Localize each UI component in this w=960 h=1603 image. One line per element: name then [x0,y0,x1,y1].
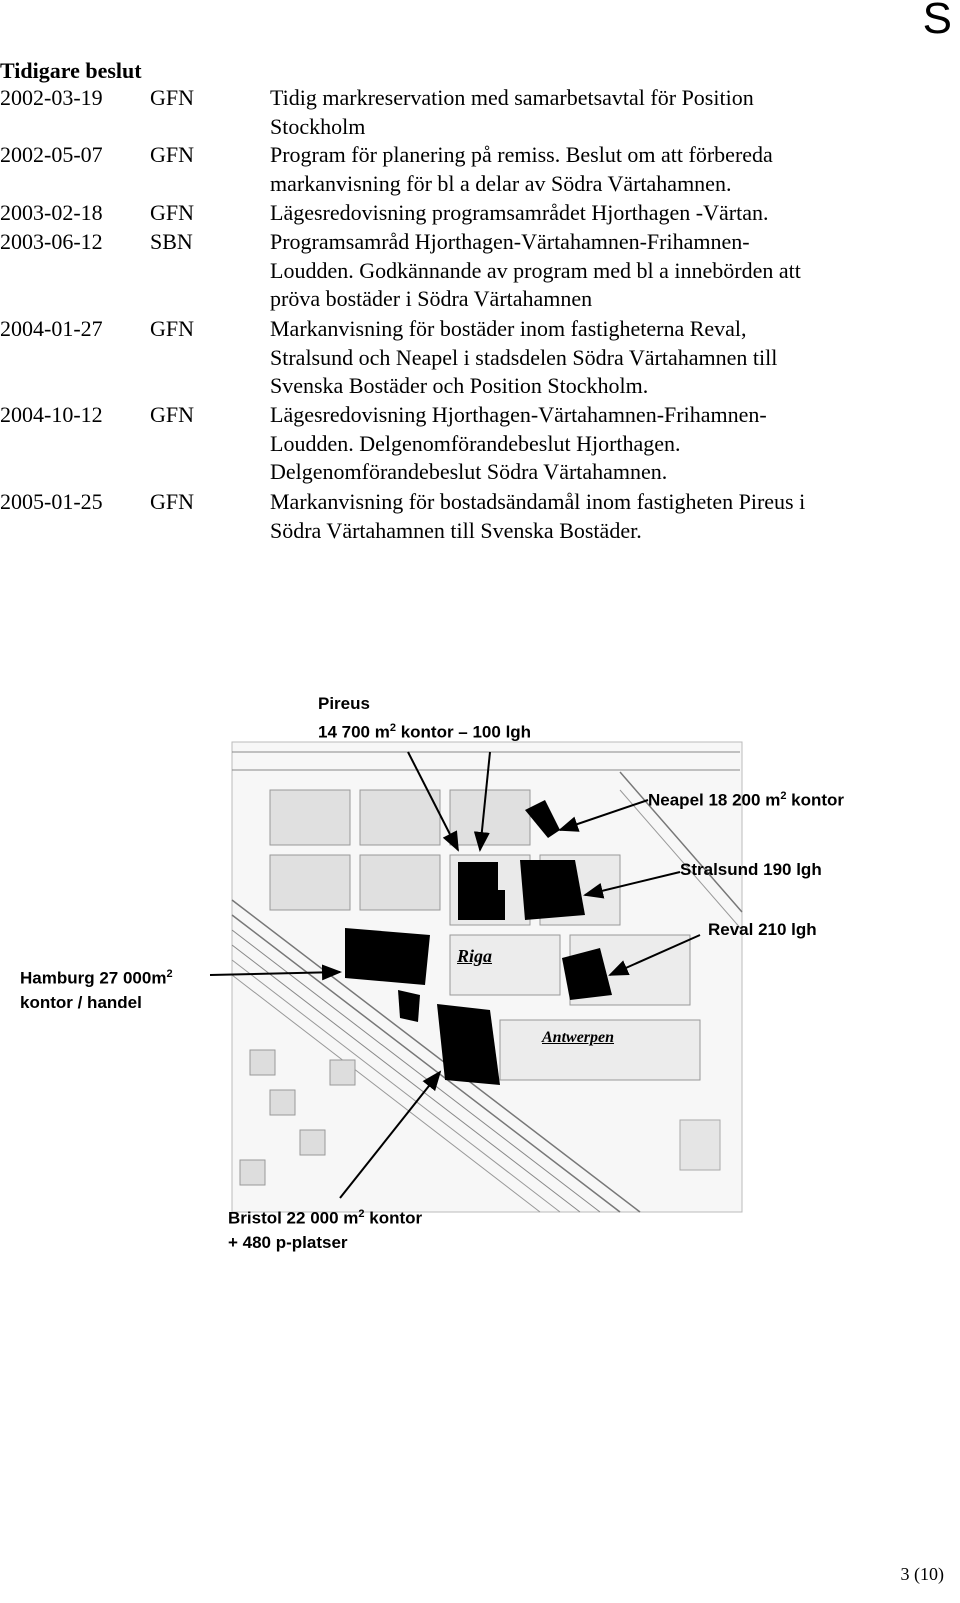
decision-text-line: Markanvisning för bostadsändamål inom fastigheten Pireus i [270,489,806,514]
callout-hamburg: Hamburg 27 $000m^2$ kontor / handel [20,968,173,1012]
decision-body: SBN [150,229,193,254]
callout-stralsund: Stralsund 190 lgh [680,860,822,879]
decision-text-line: Lägesredovisning programsamrådet Hjorthagen -Värtan. [270,200,769,225]
map-label-riga: Riga [457,946,493,966]
building-small [398,990,420,1022]
decision-text-line: Lägesredovisning Hjorthagen-Värtahamnen-Frihamnen- [270,402,767,427]
decision-text-line: Loudden. Godkännande av program med bl a innebörden att [270,257,801,283]
decision-body: GFN [150,200,195,225]
decision-body: GFN [150,85,195,110]
map-label-antwerpen: Antwerpen [542,1029,615,1046]
decision-body: GFN [150,316,195,341]
callout-pireus [318,692,531,745]
building-stralsund [520,860,585,920]
decision-body: GFN [150,489,195,514]
page-number: 3 (10) [900,1564,944,1584]
building-pireus [458,862,505,920]
decision-text-line: markanvisning för bl a delar av Södra Värtahamnen. [270,170,732,196]
building-hamburg [345,928,430,985]
decision-text-line: Markanvisning för bostäder inom fastigheterna Reval, [270,316,747,341]
callout-reval: Reval 210 lgh [708,920,817,939]
decision-date: 2004-01-27 [0,316,103,341]
decision-text-line: Program för planering på remiss. Beslut om att förbereda [270,142,773,167]
decision-body: GFN [150,142,195,167]
decision-date: 2004-10-12 [0,402,103,427]
decision-text-line: Tidig markreservation med samarbetsavtal för Position [270,85,754,110]
callout-neapel: Neapel 18 200 $m^2$ kontor [648,790,845,810]
building-bristol [437,1004,500,1085]
callout-pireus-name: Pireus [318,694,370,713]
decision-text-line: Stockholm [270,113,366,139]
decision-text-line: Delgenomförandebeslut Södra Värtahamnen. [270,459,668,484]
decision-text-line: Stralsund och Neapel i stadsdelen Södra Värtahamnen till [270,344,778,370]
callout-pireus-detail: 14 700 $m^2$ kontor – 100 lgh [318,722,532,742]
decision-date: 2002-03-19 [0,85,103,110]
section-title: Tidigare beslut [0,58,142,83]
decision-body: GFN [150,402,195,427]
decision-text-line: Södra Värtahamnen till Svenska Bostäder. [270,517,642,543]
decision-text-line: Loudden. Delgenomförandebeslut Hjorthagen. [270,430,681,456]
decision-text-line: pröva bostäder i Södra Värtahamnen [270,286,593,311]
corner-letter: S [922,0,952,43]
callout-bristol: Bristol 22 000 $m^2$ kontor + 480 p-platser [228,1208,423,1252]
decision-text-line: Programsamråd Hjorthagen-Värtahamnen-Frihamnen- [270,229,750,254]
decision-date: 2003-06-12 [0,229,103,254]
decision-date: 2002-05-07 [0,142,103,167]
decision-date: 2003-02-18 [0,200,103,225]
decision-text-line: Svenska Bostäder och Position Stockholm. [270,373,649,398]
decision-date: 2005-01-25 [0,489,103,514]
